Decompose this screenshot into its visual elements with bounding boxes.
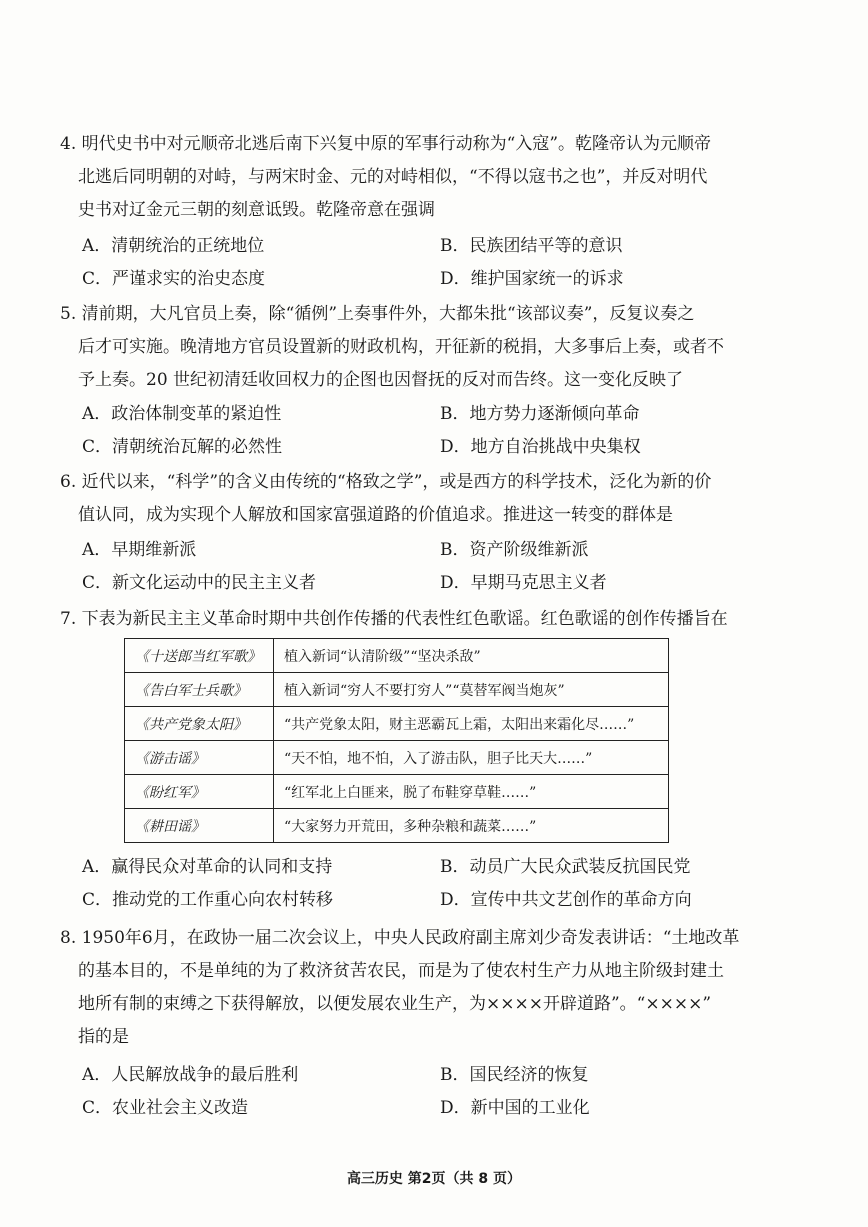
question-7-options <box>82 851 762 917</box>
option-d: D．宣传中共文艺创作的革命方向 <box>440 890 692 910</box>
option-c: C．严谨求实的治史态度 <box>82 269 266 289</box>
option-b: B．资产阶级维新派 <box>440 540 589 560</box>
option-a: A．清朝统治的正统地位 <box>82 236 265 256</box>
option-a: A．赢得民众对革命的认同和支持 <box>82 857 333 877</box>
song-content-cell: “共产党象太阳，财主恶霸瓦上霜，太阳出来霜化尽……” <box>274 707 669 741</box>
table-row <box>125 673 669 707</box>
question-text-line: 指的是 <box>78 1027 129 1047</box>
option-d: D．新中国的工业化 <box>440 1098 590 1118</box>
question-text-line: 值认同，成为实现个人解放和国家富强道路的价值追求。推进这一转变的群体是 <box>78 505 673 525</box>
option-c: C．农业社会主义改造 <box>82 1098 249 1118</box>
question-6-options <box>82 534 762 600</box>
table-row <box>125 741 669 775</box>
table-row <box>125 809 669 843</box>
option-d: D．维护国家统一的诉求 <box>440 269 624 289</box>
song-title-cell: 《告白军士兵歌》 <box>125 673 274 707</box>
question-text-line: 4. 明代史书中对元顺帝北逃后南下兴复中原的军事行动称为“入寇”。乾隆帝认为元顺帝 <box>60 134 712 154</box>
song-title-cell: 《耕田谣》 <box>125 809 274 843</box>
option-d: D．早期马克思主义者 <box>440 573 607 593</box>
song-title-cell: 《游击谣》 <box>125 741 274 775</box>
table-row <box>125 707 669 741</box>
song-title-cell: 《共产党象太阳》 <box>125 707 274 741</box>
question-7-stem <box>60 603 760 636</box>
option-b: B．国民经济的恢复 <box>440 1065 589 1085</box>
question-text-line: 5. 清前期，大凡官员上奏，除“循例”上奏事件外，大都朱批“该部议奏”，反复议奏之 <box>60 304 695 324</box>
question-text-line: 地所有制的束缚之下获得解放，以便发展农业生产，为××××开辟道路”。“××××” <box>78 994 712 1014</box>
question-4-stem <box>60 128 760 227</box>
question-5-options <box>82 398 762 464</box>
question-text-line: 6. 近代以来，“科学”的含义由传统的“格致之学”，或是西方的科学技术，泛化为新的价 <box>60 472 712 492</box>
option-c: C．推动党的工作重心向农村转移 <box>82 890 334 910</box>
song-content-cell: 植入新词“认清阶级”“坚决杀敌” <box>274 639 669 673</box>
question-text-line: 的基本目的，不是单纯的为了救济贫苦农民，而是为了使农村生产力从地主阶级封建土 <box>78 961 724 981</box>
red-songs-table <box>124 638 669 843</box>
question-8-options <box>82 1059 762 1125</box>
song-content-cell: “大家努力开荒田，多种杂粮和蔬菜……” <box>274 809 669 843</box>
question-text-line: 予上奏。20 世纪初清廷收回权力的企图也因督抚的反对而告终。这一变化反映了 <box>78 370 684 390</box>
option-b: B．民族团结平等的意识 <box>440 236 623 256</box>
question-5-stem <box>60 298 760 397</box>
option-b: B．地方势力逐渐倾向革命 <box>440 404 640 424</box>
question-4-options <box>82 230 762 296</box>
question-6-stem <box>60 466 760 532</box>
question-text-line: 7. 下表为新民主主义革命时期中共创作传播的代表性红色歌谣。红色歌谣的创作传播旨在 <box>60 609 728 629</box>
question-text-line: 后才可实施。晚清地方官员设置新的财政机构，开征新的税捐，大多事后上奏，或者不 <box>78 337 724 357</box>
song-content-cell: 植入新词“穷人不要打穷人”“莫替军阀当炮灰” <box>274 673 669 707</box>
song-title-cell: 《盼红军》 <box>125 775 274 809</box>
song-content-cell: “红军北上白匪来，脱了布鞋穿草鞋……” <box>274 775 669 809</box>
page-footer: 高三历史 第2页（共 8 页） <box>346 1171 522 1187</box>
option-b: B．动员广大民众武装反抗国民党 <box>440 857 691 877</box>
option-c: C．清朝统治瓦解的必然性 <box>82 437 283 457</box>
song-title-cell: 《十送郎当红军歌》 <box>125 639 274 673</box>
question-text-line: 北逃后同明朝的对峙，与两宋时金、元的对峙相似，“不得以寇书之也”，并反对明代 <box>78 167 708 187</box>
option-d: D．地方自治挑战中央集权 <box>440 437 641 457</box>
question-text-line: 8. 1950年6月，在政协一届二次会议上，中央人民政府副主席刘少奇发表讲话：“土地改革 <box>60 928 740 948</box>
option-a: A．人民解放战争的最后胜利 <box>82 1065 299 1085</box>
option-a: A．政治体制变革的紧迫性 <box>82 404 282 424</box>
table-row <box>125 775 669 809</box>
question-8-stem <box>60 922 760 1054</box>
song-content-cell: “天不怕，地不怕，入了游击队，胆子比天大……” <box>274 741 669 775</box>
option-a: A．早期维新派 <box>82 540 197 560</box>
table-row <box>125 639 669 673</box>
option-c: C．新文化运动中的民主主义者 <box>82 573 317 593</box>
question-text-line: 史书对辽金元三朝的刻意诋毁。乾隆帝意在强调 <box>78 200 435 220</box>
